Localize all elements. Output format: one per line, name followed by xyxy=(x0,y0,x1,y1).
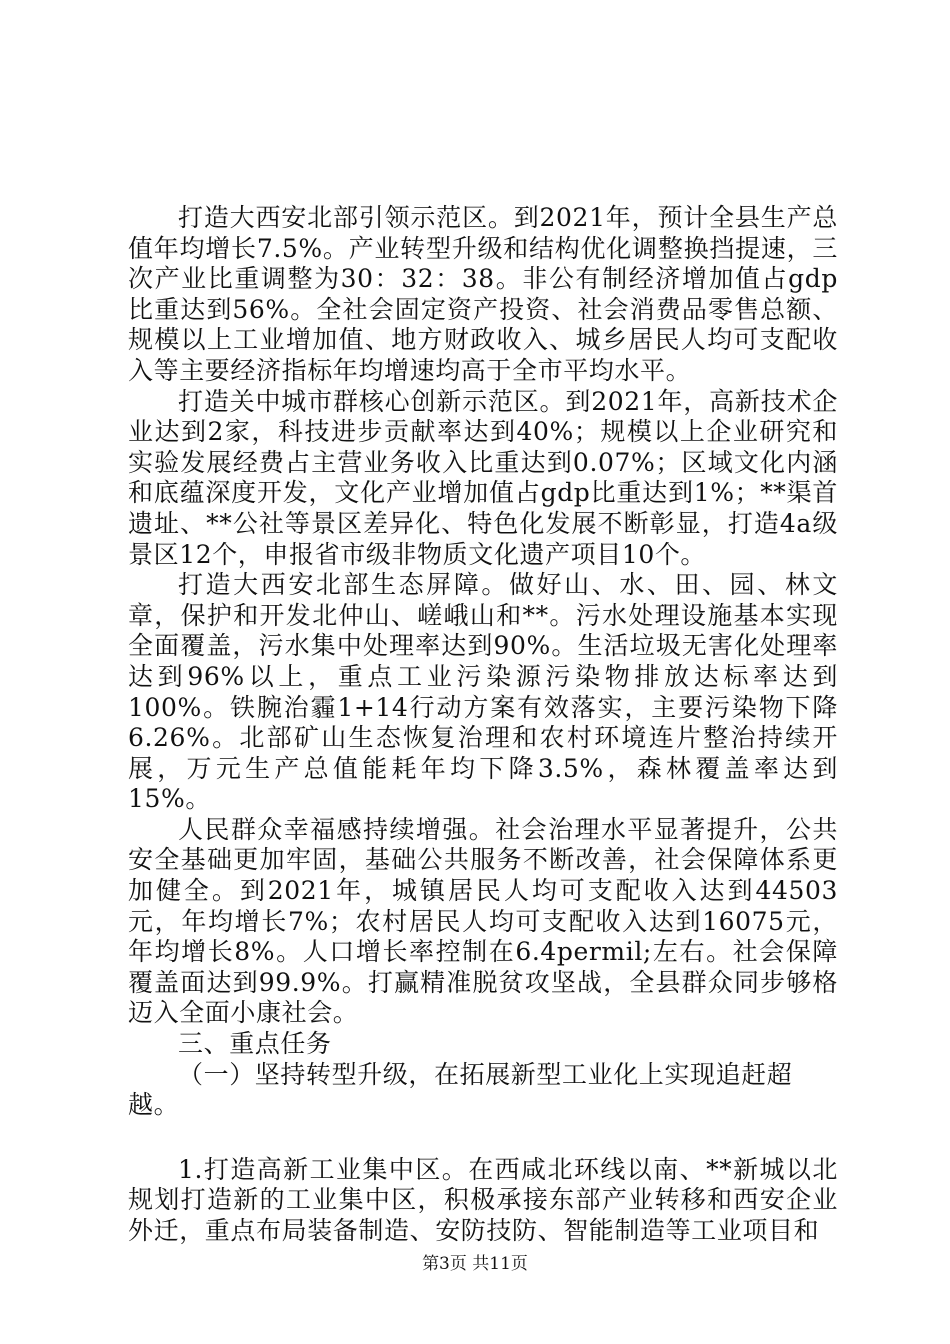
paragraph-industrial-zone: 1.打造高新工业集中区。在西咸北环线以南、**新城以北规划打造新的工业集中区，积极承接东部产业转移和西安企业外迁，重点布局装备制造、安防技防、智能制造等工业项目和 xyxy=(128,1154,838,1245)
section-heading: 三、重点任务 xyxy=(178,1029,332,1059)
page-number-footer: 第3页 共11页 xyxy=(422,1254,528,1274)
document-body xyxy=(128,203,838,1247)
paragraph-northern-demo-zone: 打造大西安北部引领示范区。到2021年，预计全县生产总值年均增长7.5%。产业转型升级和结构优化调整换挡提速，三次产业比重调整为30：32：38。非公有制经济增加值占gdp比重达到56%。全社会固定资产投资、社会消费品零售总额、规模以上工业增加值、地方财政收入、城乡居民人均可支配收入等主要经济指标年均增速均高于全市平均水平。 xyxy=(128,203,838,385)
subsection-heading: （一）坚持转型升级，在拓展新型工业化上实现追赶超越。 xyxy=(128,1059,793,1120)
paragraph-public-wellbeing: 人民群众幸福感持续增强。社会治理水平显著提升，公共安全基础更加牢固，基础公共服务不断改善，社会保障体系更加健全。到2021年，城镇居民人均可支配收入达到44503元，年均增长7%；农村居民人均可支配收入达到16075元，年均增长8%。人口增长率控制在6.4permil;左右。社会保障覆盖面达到99.9%。打赢精准脱贫攻坚战，全县群众同步够格迈入全面小康社会。 xyxy=(128,814,838,1028)
paragraph-ecological-barrier: 打造大西安北部生态屏障。做好山、水、田、园、林文章，保护和开发北仲山、嵯峨山和**。污水处理设施基本实现全面覆盖，污水集中处理率达到90%。生活垃圾无害化处理率达到96%以上，重点工业污染源污染物排放达标率达到100%。铁腕治霾1+14行动方案有效落实，主要污染物下降6.26%。北部矿山生态恢复治理和农村环境连片整治持续开展，万元生产总值能耗年均下降3.5%，森林覆盖率达到15%。 xyxy=(128,570,838,814)
paragraph-innovation-demo-zone: 打造关中城市群核心创新示范区。到2021年，高新技术企业达到2家，科技进步贡献率达到40%；规模以上企业研究和实验发展经费占主营业务收入比重达到0.07%；区域文化内涵和底蕴深度开发，文化产业增加值占gdp比重达到1%；**渠首遗址、**公社等景区差异化、特色化发展不断彰显，打造4a级景区12个，申报省市级非物质文化遗产项目10个。 xyxy=(128,386,838,569)
